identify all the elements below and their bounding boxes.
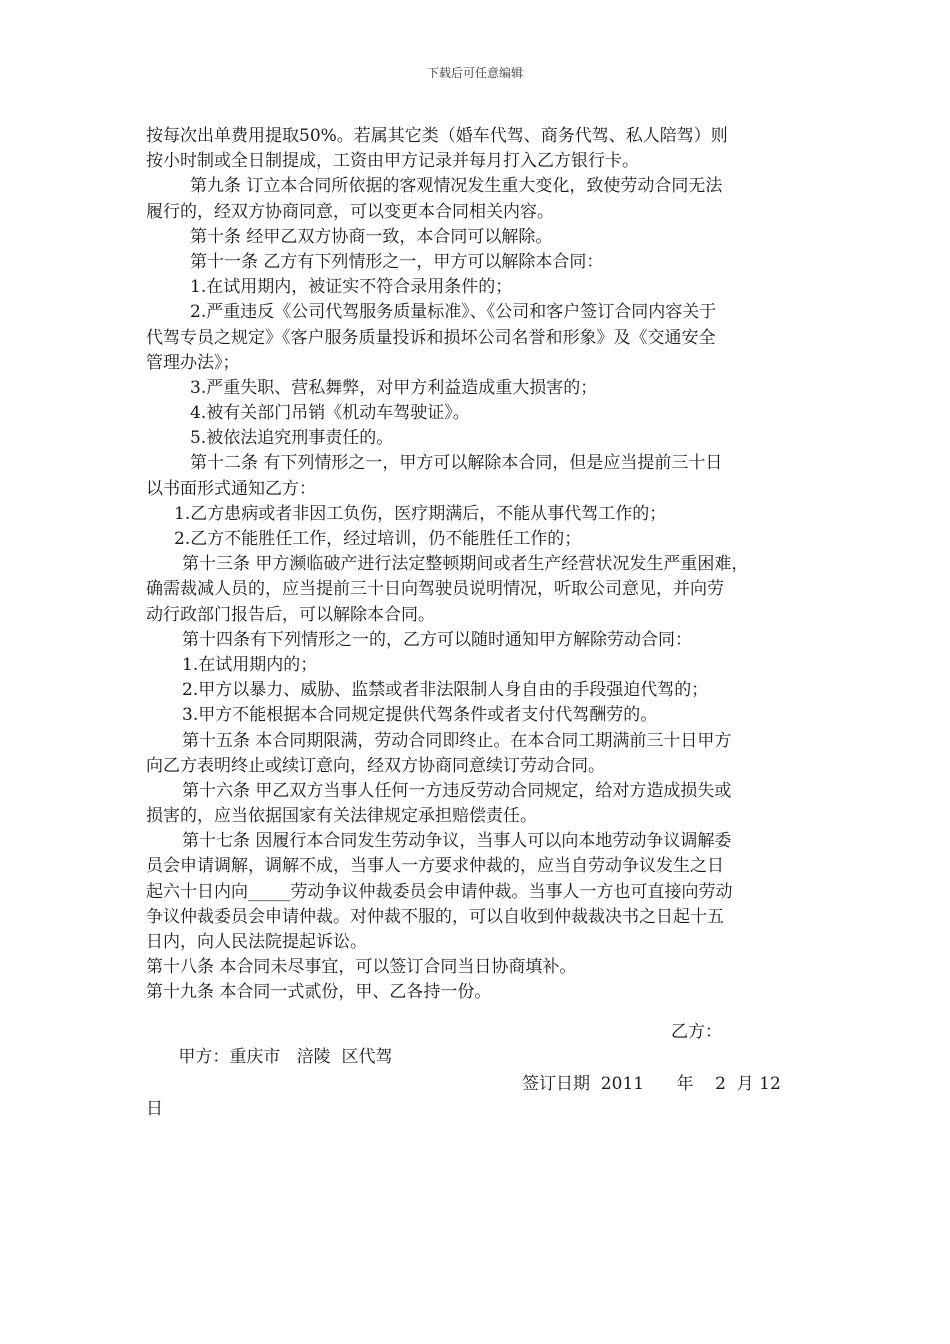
body-line: 第十三条 甲方濒临破产进行法定整顿期间或者生产经营状况发生严重困难， <box>182 554 749 575</box>
body-line: 第十九条 本合同一式贰份，甲、乙各持一份。 <box>146 982 492 1003</box>
party-b-signature: 乙方： <box>671 1022 722 1042</box>
sign-date-row <box>146 1072 826 1147</box>
body-line: 1.在试用期内，被证实不符合录用条件的； <box>190 277 513 298</box>
body-line: 代驾专员之规定》《客户服务质量投诉和损坏公司名誉和形象》及《交通安全 <box>146 327 716 348</box>
body-line: 履行的，经双方协商同意，可以变更本合同相关内容。 <box>146 201 554 222</box>
body-line: 起六十日内向_____劳动争议仲裁委员会申请仲裁。当事人一方也可直接向劳动 <box>146 881 733 902</box>
body-line: 确需裁减人员的，应当提前三十日向驾驶员说明情况，听取公司意见，并向劳 <box>146 579 724 600</box>
body-line: 员会申请调解，调解不成，当事人一方要求仲裁的，应当自劳动争议发生之日 <box>146 856 724 877</box>
body-line: 2.严重违反《公司代驾服务质量标准》、《公司和客户签订合同内容关于 <box>190 302 717 323</box>
body-line: 第九条 订立本合同所依据的客观情况发生重大变化，致使劳动合同无法 <box>190 176 723 197</box>
body-line: 以书面形式通知乙方： <box>146 478 316 499</box>
body-line: 日内，向人民法院提起诉讼。 <box>146 932 367 952</box>
body-line: 按小时制或全日制提成，工资由甲方记录并每月打入乙方银行卡。 <box>146 151 639 172</box>
body-line: 管理办法》； <box>146 352 240 373</box>
body-line: 第十七条 因履行本合同发生劳动争议，当事人可以向本地劳动争议调解委 <box>182 831 732 852</box>
sign-date: 签订日期 2011 年 2 月 12 <box>522 1074 781 1094</box>
body-line: 5.被依法追究刑事责任的。 <box>190 428 394 449</box>
body-line: 第十条 经甲乙双方协商一致，本合同可以解除。 <box>190 226 553 247</box>
body-line: 3.严重失职、营私舞弊，对甲方利益造成重大损害的； <box>190 377 598 398</box>
body-line: 第十八条 本合同未尽事宜，可以签订合同当日协商填补。 <box>146 957 577 978</box>
body-line: 向乙方表明终止或续订意向，经双方协商同意续订劳动合同。 <box>146 755 605 776</box>
body-line: 第十四条有下列情形之一的，乙方可以随时通知甲方解除劳动合同： <box>182 629 692 650</box>
body-line: 损害的，应当依据国家有关法律规定承担赔偿责任。 <box>146 806 537 827</box>
contract-body <box>146 124 826 1006</box>
sign-date-day: 日 <box>146 1099 163 1119</box>
body-line: 第十二条 有下列情形之一，甲方可以解除本合同，但是应当提前三十日 <box>190 453 723 474</box>
body-line: 2.乙方不能胜任工作，经过培训，仍不能胜任工作的； <box>174 529 582 549</box>
body-line: 第十六条 甲乙双方当事人任何一方违反劳动合同规定，给对方造成损失或 <box>182 780 732 801</box>
body-line: 争议仲裁委员会申请仲裁。对仲裁不服的，可以自收到仲裁裁决书之日起十五 <box>146 906 724 927</box>
body-line: 2.甲方以暴力、威胁、监禁或者非法限制人身自由的手段强迫代驾的； <box>182 680 709 701</box>
body-line: 第十一条 乙方有下列情形之一，甲方可以解除本合同： <box>190 251 604 272</box>
body-line: 按每次出单费用提取50%。若属其它类（婚车代驾、商务代驾、私人陪驾）则 <box>146 126 728 146</box>
page-header: 下载后可任意编辑 <box>426 66 523 80</box>
party-a-signature: 甲方：重庆市 涪陵 区代驾 <box>156 1047 393 1067</box>
body-line: 3.甲方不能根据本合同规定提供代驾条件或者支付代驾酬劳的。 <box>182 705 658 726</box>
body-line: 第十五条 本合同期限满，劳动合同即终止。在本合同工期满前三十日甲方 <box>182 730 732 751</box>
body-line: 1.在试用期内的； <box>182 654 318 675</box>
body-line: 1.乙方患病或者非因工负伤，医疗期满后，不能从事代驾工作的； <box>174 503 667 524</box>
body-line: 动行政部门报告后，可以解除本合同。 <box>146 604 435 625</box>
body-line: 4.被有关部门吊销《机动车驾驶证》。 <box>190 403 470 424</box>
